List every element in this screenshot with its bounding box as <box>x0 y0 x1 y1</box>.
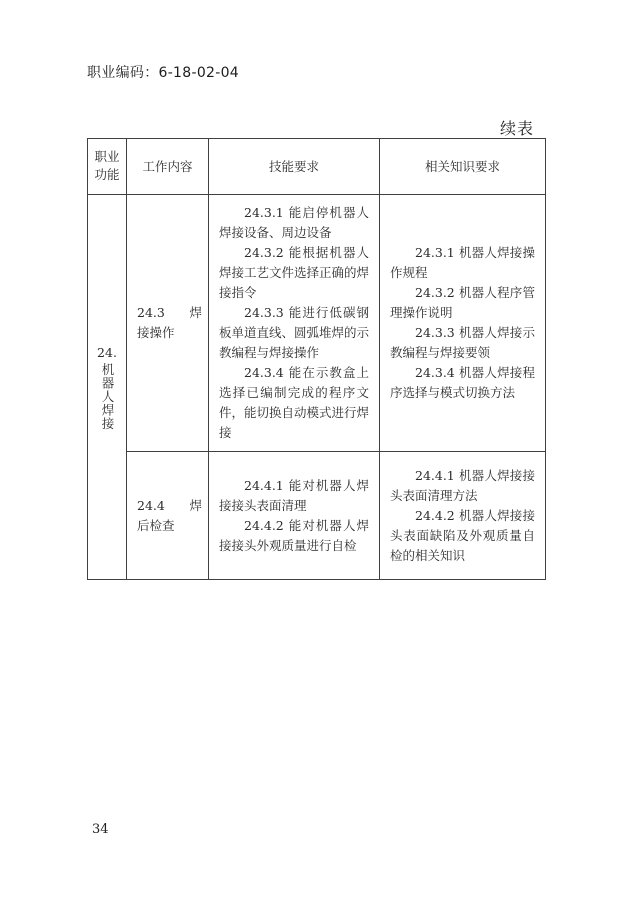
table-header-row <box>88 139 546 195</box>
skills-cell <box>209 452 380 580</box>
column-header-knowledge: 相关知识要求 <box>380 139 546 195</box>
column-header-work-content: 工作内容 <box>127 139 209 195</box>
knowledge-item: 24.3.1 机器人焊接操作规程 <box>390 245 535 280</box>
work-content-cell <box>127 452 209 580</box>
knowledge-item: 24.4.1 机器人焊接接头表面清理方法 <box>390 467 535 503</box>
work-content: 24.4 焊后检查 <box>137 497 202 533</box>
skill-item: 24.3.1 能启停机器人焊接设备、周边设备 <box>219 205 369 240</box>
skill-item: 24.4.1 能对机器人焊接接头表面清理 <box>219 477 369 513</box>
skills-cell <box>209 195 380 452</box>
knowledge-item: 24.3.3 机器人焊接示教编程与焊接要领 <box>390 325 535 360</box>
table-row <box>88 195 546 452</box>
skill-item: 24.3.4 能在示教盒上选择已编制完成的程序文件，能切换自动模式进行焊接 <box>219 365 370 440</box>
table-row <box>88 452 546 580</box>
occupation-code: 职业编码：6-18-02-04 <box>87 65 240 81</box>
function-cell <box>88 195 127 580</box>
work-content-cell <box>127 195 209 452</box>
column-header-skills: 技能要求 <box>209 139 380 195</box>
knowledge-cell <box>380 452 546 580</box>
skill-item: 24.4.2 能对机器人焊接接头外观质量进行自检 <box>219 517 369 553</box>
function-name: 机器人焊接 <box>100 363 115 431</box>
continued-label: 续表 <box>500 119 535 138</box>
work-content: 24.3 焊接操作 <box>137 305 202 340</box>
skills-table <box>87 138 546 580</box>
function-number: 24. <box>97 345 117 361</box>
knowledge-cell <box>380 195 546 452</box>
column-header-function: 职业功能 <box>88 139 127 195</box>
knowledge-item: 24.3.4 机器人焊接程序选择与模式切换方法 <box>390 365 535 400</box>
knowledge-item: 24.4.2 机器人焊接接头表面缺陷及外观质量自检的相关知识 <box>390 507 535 563</box>
page-number: 34 <box>92 822 109 837</box>
skill-item: 24.3.3 能进行低碳钢板单道直线、圆弧堆焊的示教编程与焊接操作 <box>219 305 370 360</box>
skill-item: 24.3.2 能根据机器人焊接工艺文件选择正确的焊接指令 <box>219 245 370 300</box>
knowledge-item: 24.3.2 机器人程序管理操作说明 <box>390 285 535 320</box>
